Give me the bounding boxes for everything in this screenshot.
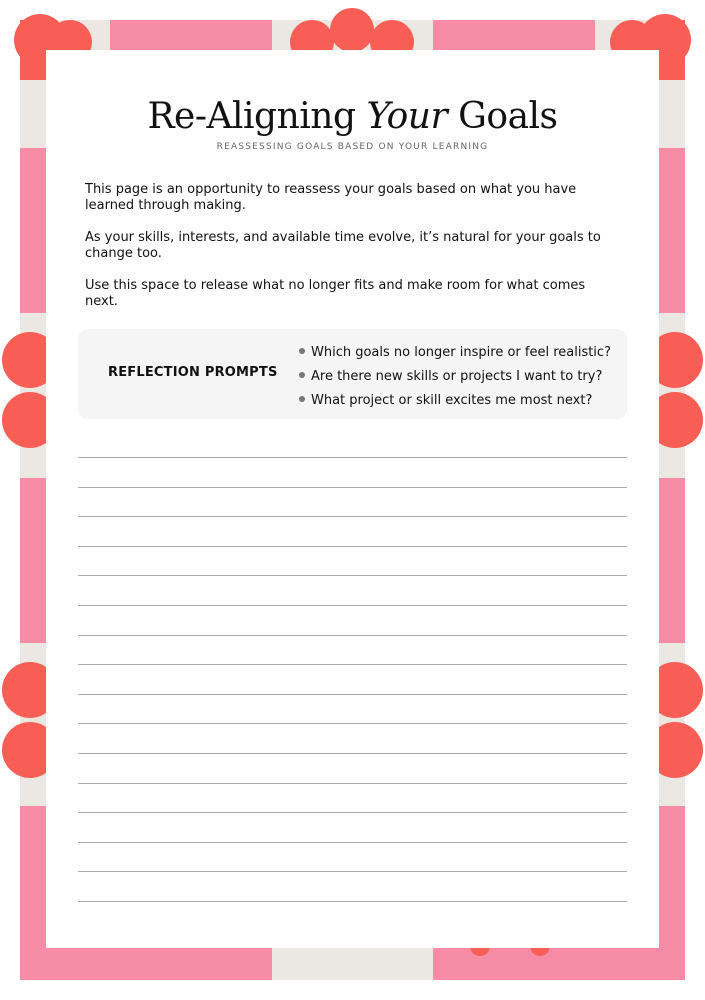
- intro-paragraph: As your skills, interests, and available time evolve, it’s natural for your goals to change too.: [85, 230, 601, 261]
- title-part-1: Re-Aligning: [147, 96, 367, 137]
- reflection-prompts-label: REFLECTION PROMPTS: [108, 365, 278, 380]
- writing-line: [78, 871, 627, 872]
- prompt-item: [299, 365, 611, 389]
- reflection-prompts-list: [299, 341, 611, 413]
- reflection-prompts-box: [78, 329, 627, 419]
- writing-line: [78, 546, 627, 547]
- writing-line: [78, 901, 627, 902]
- page-title: [46, 96, 659, 137]
- bullet-icon: [299, 396, 305, 402]
- writing-line: [78, 487, 627, 488]
- prompt-text: What project or skill excites me most next?: [311, 393, 593, 408]
- writing-line: [78, 457, 627, 458]
- intro-paragraph: This page is an opportunity to reassess your goals based on what you have learned through making.: [85, 182, 577, 213]
- page-subtitle: REASSESSING GOALS BASED ON YOUR LEARNING: [216, 142, 489, 152]
- writing-line: [78, 516, 627, 517]
- intro-text: [85, 182, 615, 326]
- prompt-text: Are there new skills or projects I want to try?: [311, 369, 603, 384]
- writing-line: [78, 812, 627, 813]
- prompt-item: [299, 341, 611, 365]
- prompt-item: [299, 389, 611, 413]
- intro-paragraph: Use this space to release what no longer fits and make room for what comes next.: [85, 278, 586, 309]
- title-part-2: Goals: [447, 96, 558, 137]
- writing-line: [78, 842, 627, 843]
- writing-line: [78, 694, 627, 695]
- bullet-icon: [299, 348, 305, 354]
- writing-line: [78, 723, 627, 724]
- worksheet-page: [46, 50, 659, 948]
- writing-line: [78, 783, 627, 784]
- prompt-text: Which goals no longer inspire or feel realistic?: [311, 345, 611, 360]
- writing-line: [78, 575, 627, 576]
- bullet-icon: [299, 372, 305, 378]
- writing-line: [78, 605, 627, 606]
- writing-line: [78, 664, 627, 665]
- writing-line: [78, 753, 627, 754]
- writing-line: [78, 635, 627, 636]
- title-part-italic: Your: [366, 96, 448, 137]
